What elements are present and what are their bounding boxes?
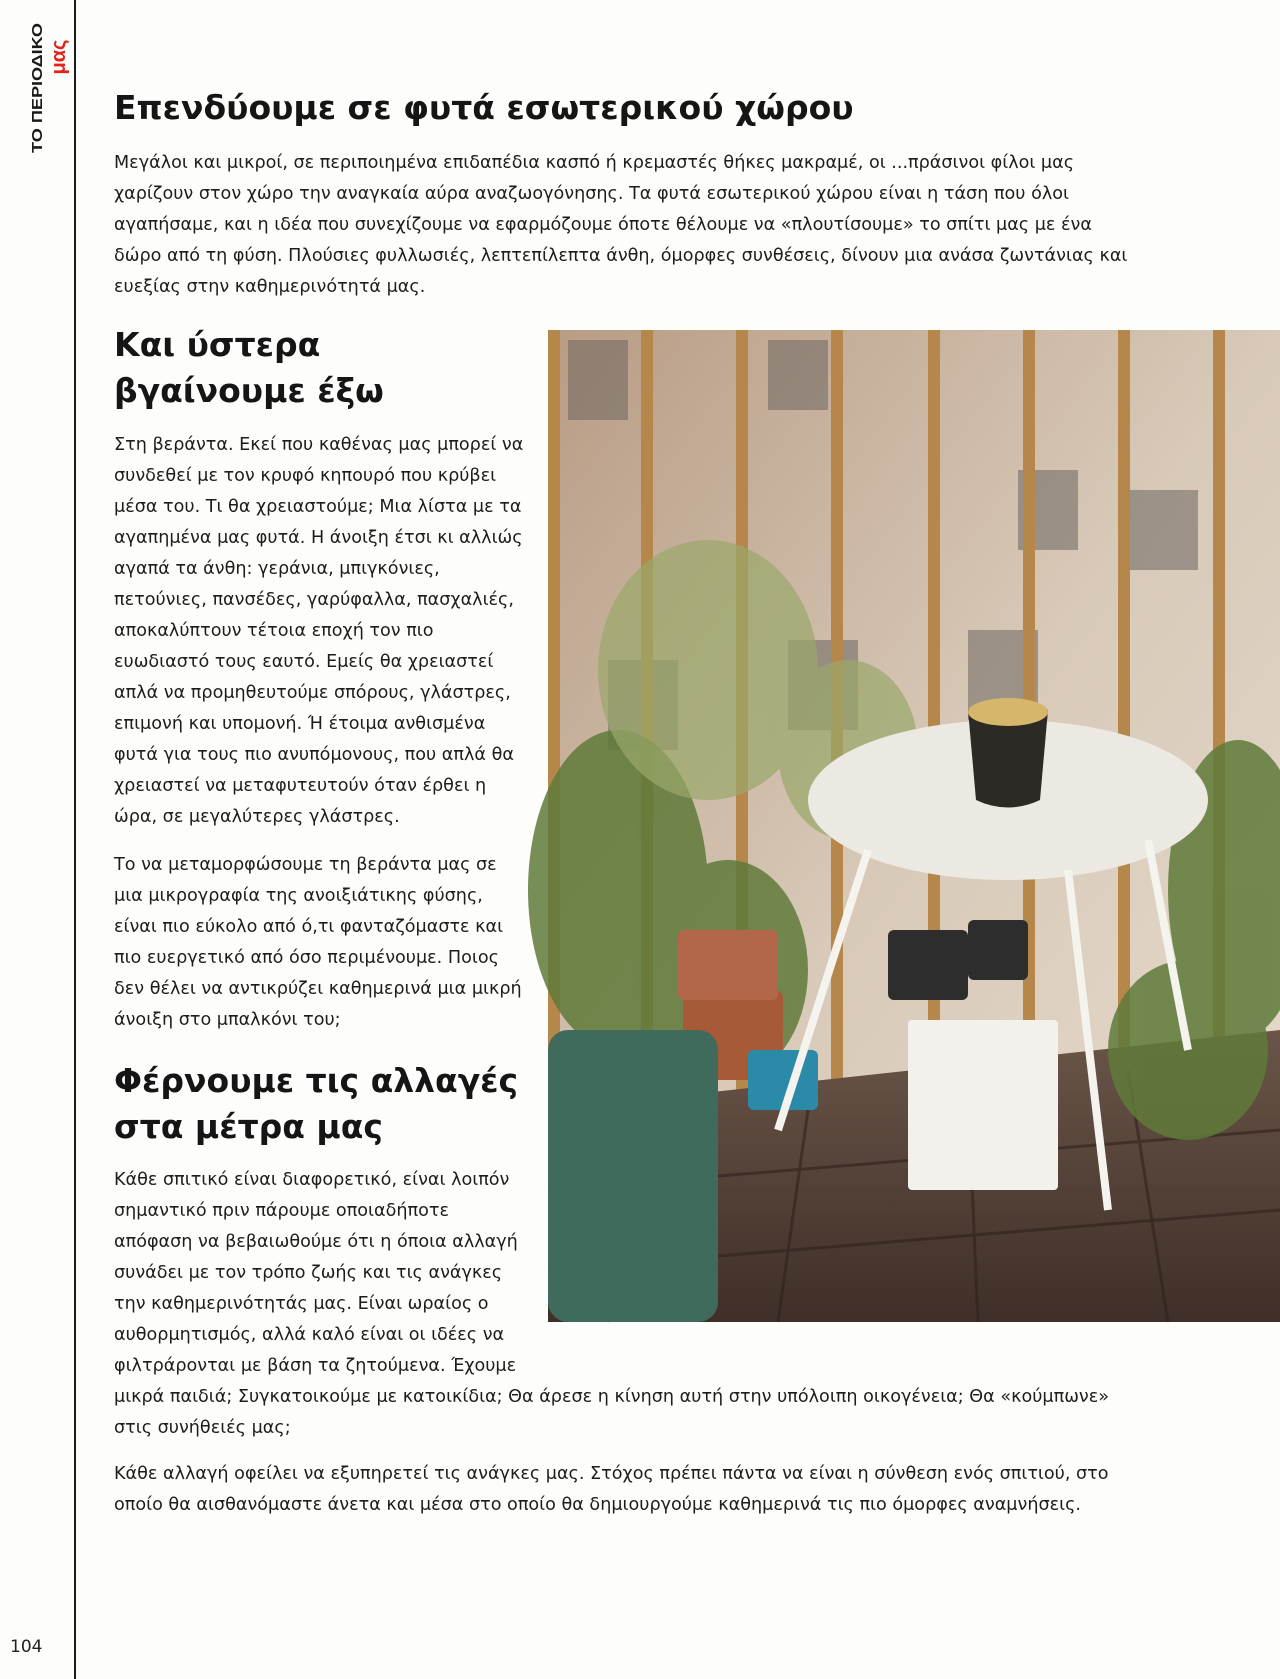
section-heading-outdoors: Και ύστερα βγαίνουμε έξω [114, 325, 384, 410]
body-paragraph: Κάθε αλλαγή οφείλει να εξυπηρετεί τις ανάγκες μας. Στόχος πρέπει πάντα να είναι η σύνθεση ενός σπιτιού, στο οποίο θα αισθανόμαστε άνετα και μέσα στο οποίο θα δημιουργούμε καθημερινά τις πιο όμορφες αναμνήσεις. [114, 1464, 1109, 1515]
body-paragraph-continued: μικρά παιδιά; Συγκατοικούμε με κατοικίδια; Θα άρεσε η κίνηση αυτή στην υπόλοιπη οικογένεια; Θα «κούμπωνε» στις συνήθειές μας; [114, 1387, 1110, 1438]
svg-text:ΤΟ ΠΕΡΙΟΔΙΚΟ: ΤΟ ΠΕΡΙΟΔΙΚΟ [29, 45, 46, 153]
margin-rule [74, 0, 76, 1679]
body-paragraph: Κάθε σπιτικό είναι διαφορετικό, είναι λοιπόν σημαντικό πριν πάρουμε οποιαδήποτε απόφαση να βεβαιωθούμε ότι η όποια αλλαγή συνάδει με τον τρόπο ζωής και τις ανάγκες την καθημερινότητάς μας. Είναι ωραίος ο αυθορμητισμός, αλλά καλό είναι οι ιδέες να φιλτράρονται με βάση τα ζητούμενα. Έχουμε [114, 1170, 518, 1376]
balcony-photo [548, 330, 1280, 1322]
section-heading-changes: Φέρνουμε τις αλλαγές στα μέτρα μας [114, 1061, 519, 1146]
svg-text:μας: μας [48, 39, 70, 75]
page-number: 104 [10, 1637, 43, 1657]
body-paragraph: Στη βεράντα. Εκεί που καθένας μας μπορεί να συνδεθεί με τον κρυφό κηπουρό που κρύβει μέσα του. Τι θα χρειαστούμε; Μια λίστα με τα αγαπημένα μας φυτά. Η άνοιξη έτσι κι αλλιώς αγαπά τα άνθη: γεράνια, μπιγκόνιες, πετούνιες, πανσέδες, γαρύφαλλα, πασχαλιές, αποκαλύπτουν τέτοια εποχή τον πιο ευωδιαστό τους εαυτό. Εμείς θα χρειαστεί απλά να προμηθευτούμε σπόρους, γλάστρες, επιμονή και υπομονή. Ή έτοιμα ανθισμένα φυτά για τους πιο ανυπόμονους, που απλά θα χρειαστεί να μεταφυτευτούν όταν έρθει η ώρα, σε μεγαλύτερες γλάστρες. [114, 435, 524, 827]
intro-paragraph: Μεγάλοι και μικροί, σε περιποιημένα επιδαπέδια κασπό ή κρεμαστές θήκες μακραμέ, οι ...πράσινοι φίλοι μας χαρίζουν στον χώρο την αναγκαία αύρα αναζωογόνησης. Τα φυτά εσωτερικού χώρου είναι η τάση που όλοι αγαπήσαμε, και η ιδέα που συνεχίζουμε να εφαρμόζουμε όποτε θέλουμε να «πλουτίσουμε» το σπίτι μας με ένα δώρο από τη φύση. Πλούσιες φυλλωσιές, λεπτεπίλεπτα άνθη, όμορφες συνθέσεις, δίνουν μια ανάσα ζωντάνιας και ευεξίας στην καθημερινότητά μας. [114, 153, 1128, 297]
magazine-logo-accent [50, 22, 68, 92]
magazine-logo [28, 18, 48, 158]
body-paragraph: Το να μεταμορφώσουμε τη βεράντα μας σε μια μικρογραφία της ανοιξιάτικης φύσης, είναι πιο εύκολο από ό,τι φανταζόμαστε και πιο ευεργετικό από όσο περιμένουμε. Ποιος δεν θέλει να αντικρύζει καθημερινά μια μικρή άνοιξη στο μπαλκόνι του; [114, 855, 522, 1030]
article-title: Επενδύουμε σε φυτά εσωτερικού χώρου [114, 88, 854, 127]
